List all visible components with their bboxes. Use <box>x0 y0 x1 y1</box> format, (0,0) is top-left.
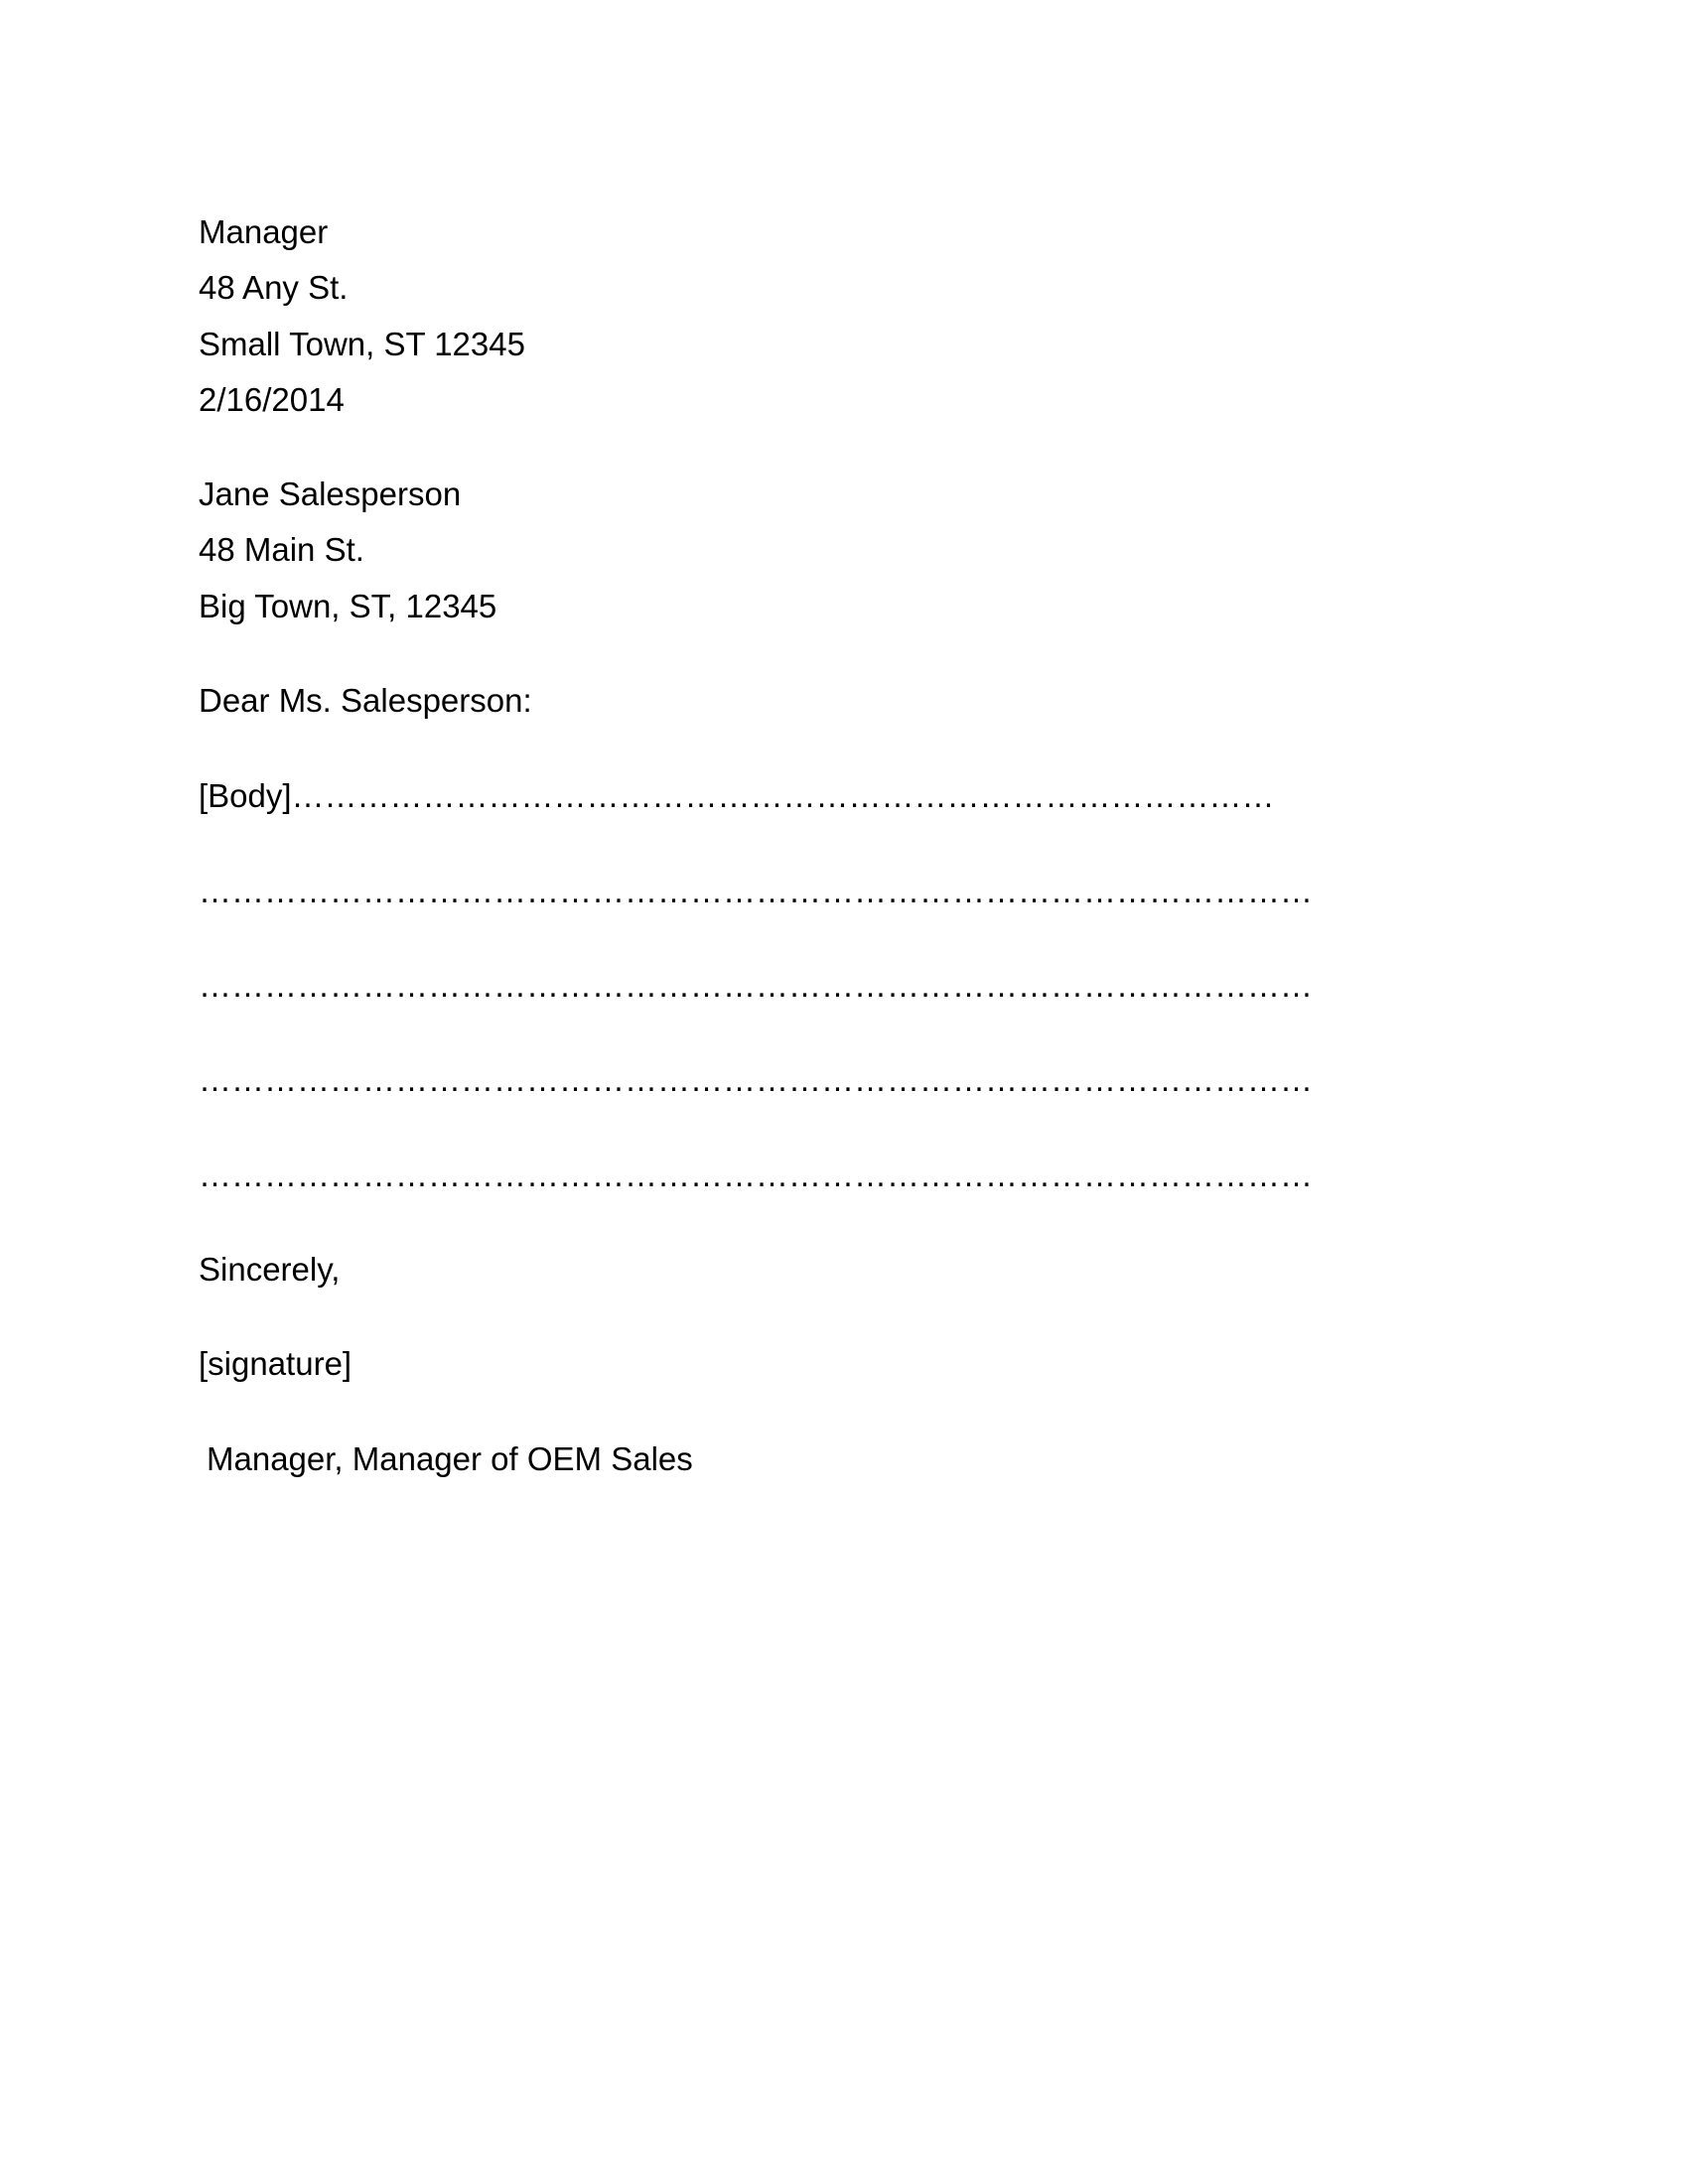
signature-title: Manager, Manager of OEM Sales <box>207 1440 693 1477</box>
salutation: Dear Ms. Salesperson: <box>199 682 532 719</box>
body-line: ………………………………………………………………………………………… <box>199 1157 1313 1193</box>
body-line: [Body]……………………………………………………………………………… <box>199 777 1275 814</box>
recipient-address-line1: 48 Main St. <box>199 531 364 568</box>
body-line: ………………………………………………………………………………………… <box>199 1061 1313 1098</box>
letter-date: 2/16/2014 <box>199 381 345 418</box>
body-line: ………………………………………………………………………………………… <box>199 967 1313 1004</box>
sender-address-line2: Small Town, ST 12345 <box>199 326 525 362</box>
closing: Sincerely, <box>199 1251 341 1288</box>
body-line: ………………………………………………………………………………………… <box>199 873 1313 909</box>
recipient-address-line2: Big Town, ST, 12345 <box>199 588 497 624</box>
signature-placeholder: [signature] <box>199 1345 352 1382</box>
recipient-name: Jane Salesperson <box>199 476 462 512</box>
sender-name: Manager <box>199 213 329 250</box>
sender-address-line1: 48 Any St. <box>199 269 349 306</box>
